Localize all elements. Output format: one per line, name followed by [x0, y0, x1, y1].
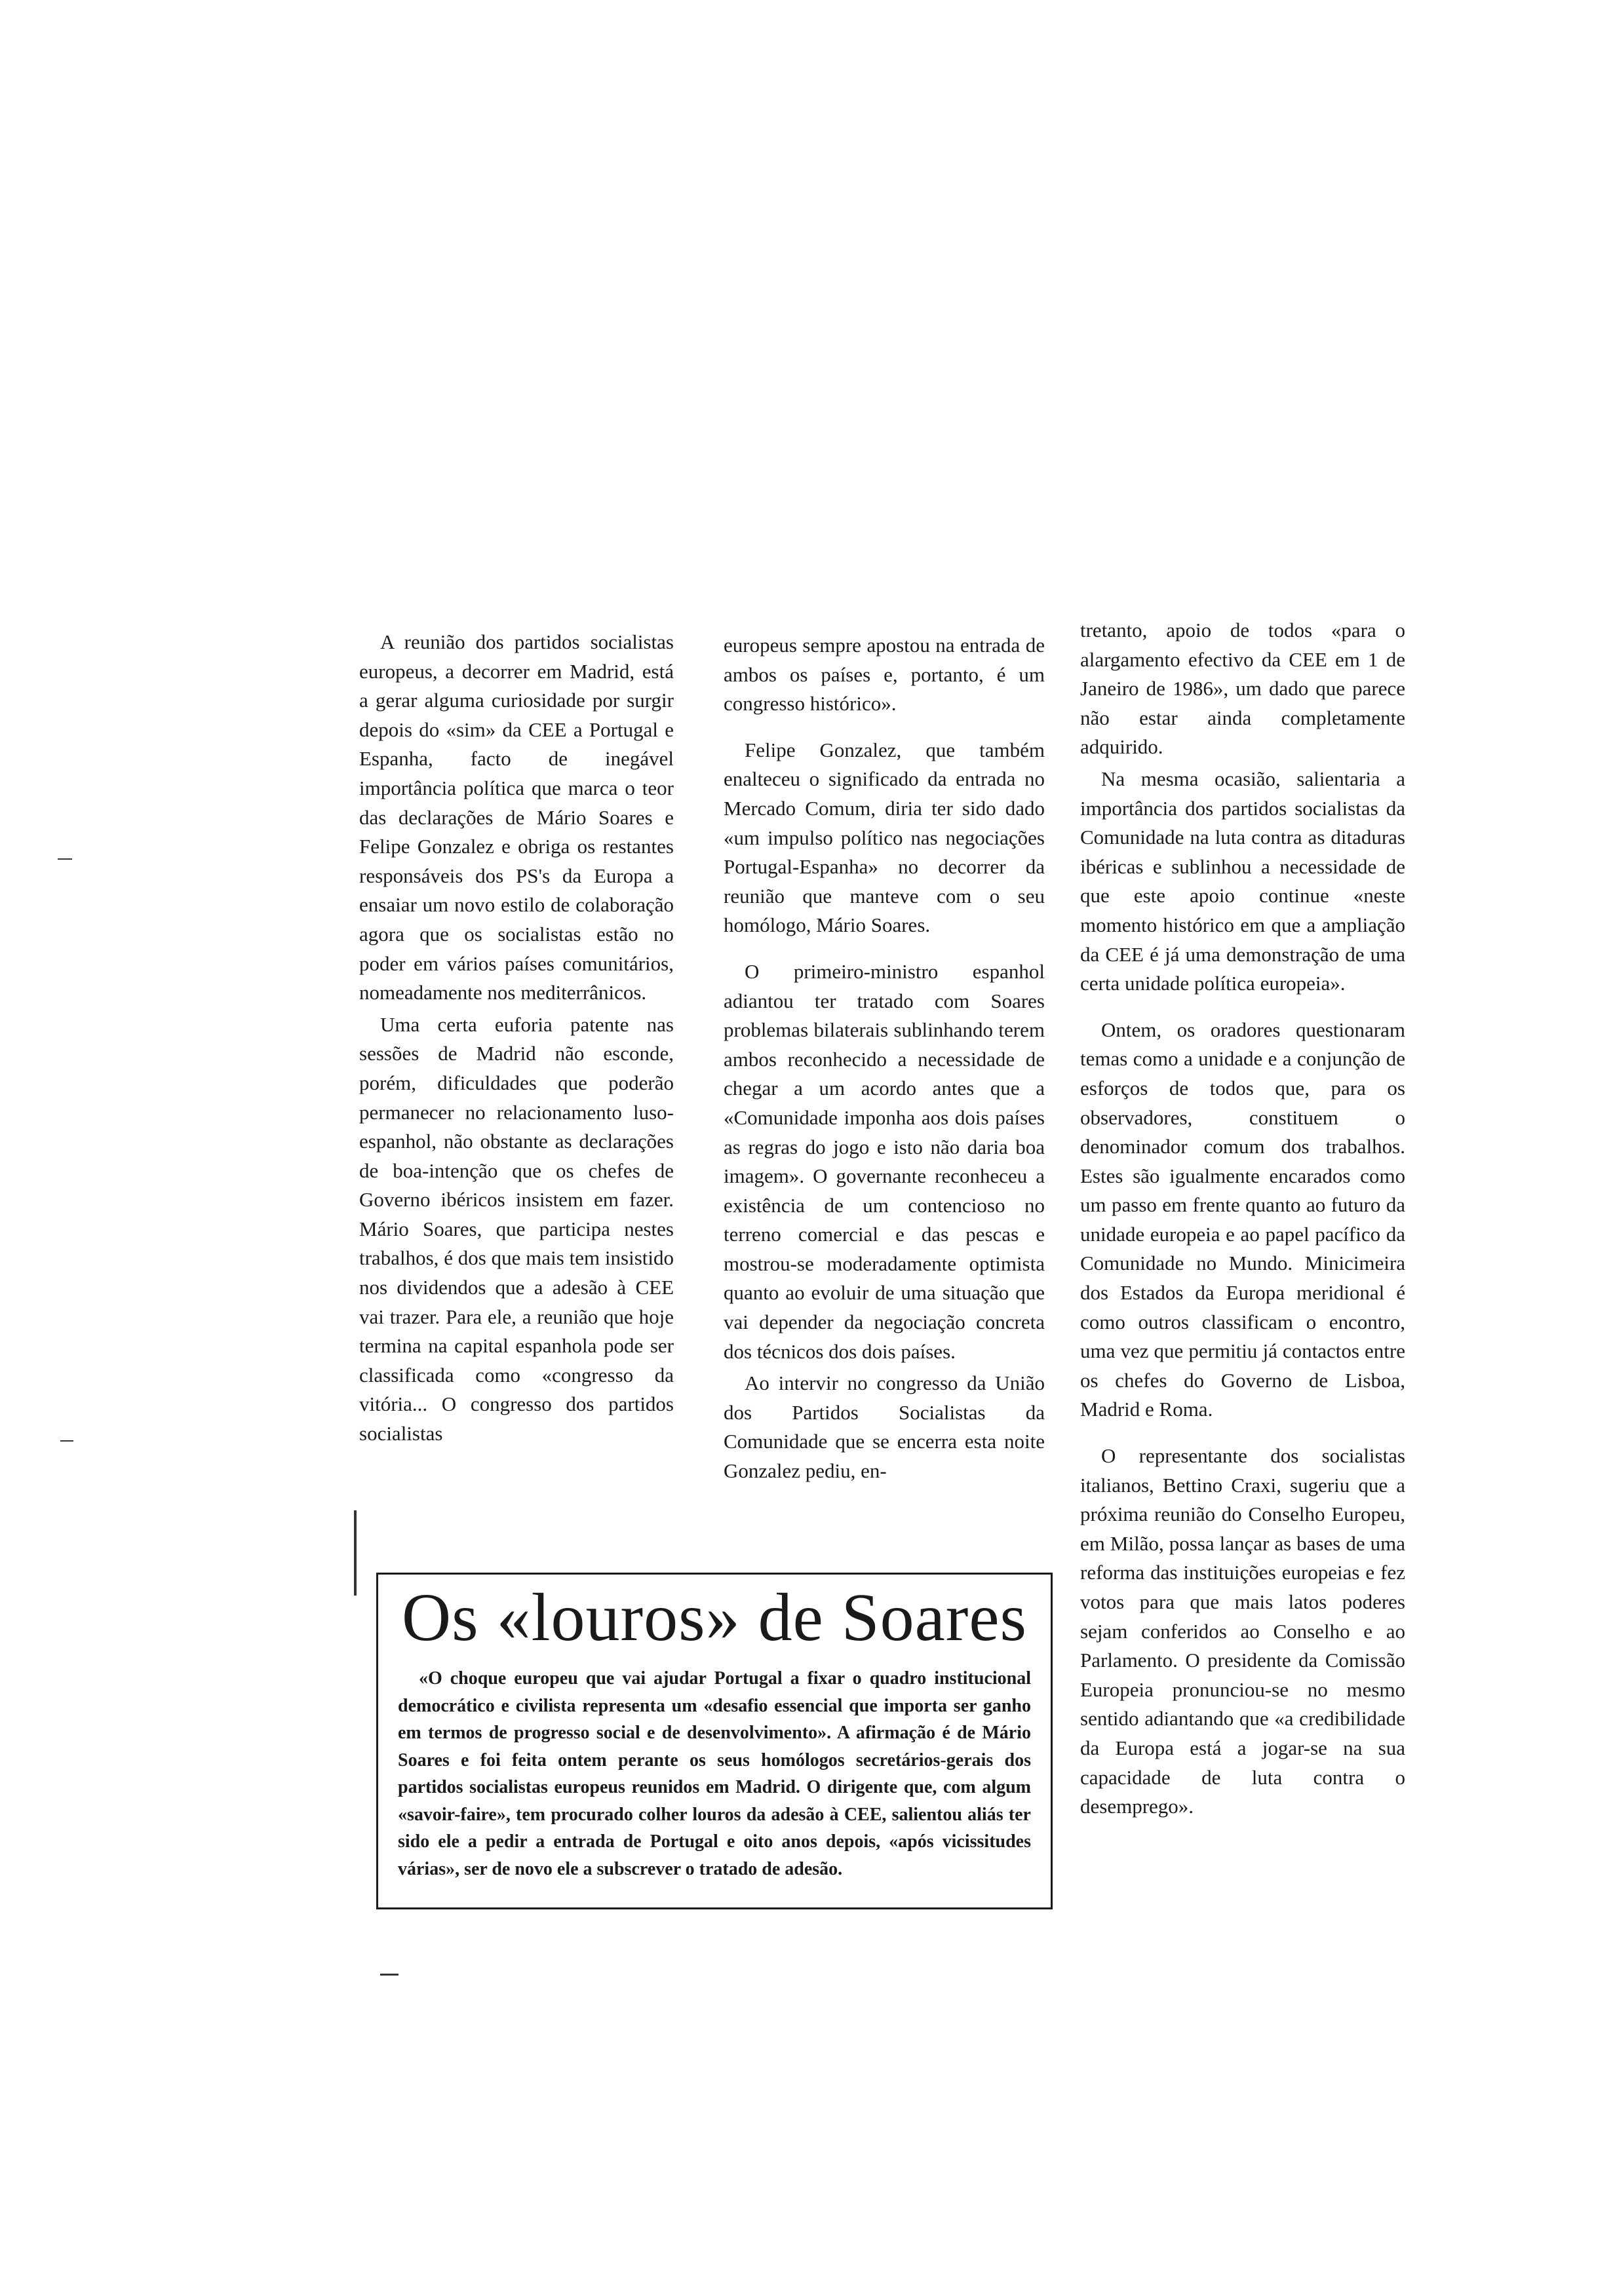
paragraph: O primeiro-ministro espanhol adiantou ter tratado com Soares problemas bilaterais sublinhando terem ambos reconhecido a necessidade de chegar a um acordo antes que a «Comunidade imponha aos dois países as regras do jogo e isto não daria boa imagem». O governante reconheceu a existência de um contencioso no terreno comercial e das pescas e mostrou-se moderadamente optimista quanto ao evoluir de uma situação que vai depender da negociação concreta dos técnicos dos dois países.: [724, 959, 1045, 1363]
headline: Os «louros» de Soares: [401, 1580, 1027, 1655]
article-column-3: [1080, 616, 1405, 1822]
scan-mark: [60, 1440, 73, 1442]
paragraph: O representante dos socialistas italianos, Bettino Craxi, sugeriu que a próxima reunião do Conselho Europeu, em Milão, possa lançar as bases de uma reforma das instituições europeias e fez votos para que mais latos poderes sejam conferidos ao Conselho e ao Parlamento. O presidente da Comissão Europeia pronunciou-se no mesmo sentido adiantando que «a credibilidade da Europa está a jogar-se na sua capacidade de luta contra o desemprego».: [1080, 1444, 1405, 1818]
scan-mark: [354, 1510, 357, 1596]
paragraph: Felipe Gonzalez, que também enalteceu o significado da entrada no Mercado Comum, diria ter sido dado «um impulso político nas negociações Portugal-Espanha» no decorrer da reunião que manteve com o seu homólogo, Mário Soares.: [724, 738, 1045, 937]
box-text: «O choque europeu que vai ajudar Portugal a fixar o quadro institucional democrático e civilista representa um «desafio essencial que importa ser ganho em termos de progresso social e de desenvolvimento». A afirmação é de Mário Soares e foi feita ontem perante os seus homólogos secretários-gerais dos partidos socialistas europeus reunidos em Madrid. O dirigente que, com algum «savoir-faire», tem procurado colher louros da adesão à CEE, salientou aliás ter sido ele a pedir a entrada de Portugal e oito anos depois, «após vicissitudes várias», ser de novo ele a subscrever o tratado de adesão.: [398, 1668, 1031, 1879]
article-column-2: [724, 631, 1045, 1486]
headline-box: [376, 1573, 1053, 1909]
scan-mark: [380, 1974, 399, 1976]
paragraph: tretanto, apoio de todos «para o alargamento efectivo da CEE em 1 de Janeiro de 1986», um dado que parece não estar ainda completamente adquirido.: [1080, 619, 1405, 759]
paragraph: A reunião dos partidos socialistas europeus, a decorrer em Madrid, está a gerar alguma curiosidade por surgir depois do «sim» da CEE a Portugal e Espanha, facto de inegável importância política que marca o teor das declarações de Mário Soares e Felipe Gonzalez e obriga os restantes responsáveis dos PS's da Europa a ensaiar um novo estilo de colaboração agora que os socialistas estão no poder em vários países comunitários, nomeadamente nos mediterrânicos.: [359, 630, 674, 1004]
scan-mark: [58, 858, 72, 860]
paragraph: Ao intervir no congresso da União dos Partidos Socialistas da Comunidade que se encerra esta noite Gonzalez pediu, en-: [724, 1371, 1045, 1483]
paragraph: Ontem, os oradores questionaram temas como a unidade e a conjunção de esforços de todos que, para os observadores, constituem o denominador comum dos trabalhos. Estes são igualmente encarados como um passo em frente quanto ao futuro da unidade europeia e ao papel pacífico da Comunidade no Mundo. Minicimeira dos Estados da Europa meridional é como outros classificam o encontro, uma vez que permitiu já contactos entre os chefes do Governo de Lisboa, Madrid e Roma.: [1080, 1018, 1405, 1421]
paragraph: Na mesma ocasião, salientaria a importância dos partidos socialistas da Comunidade na luta contra as ditaduras ibéricas e sublinhou a necessidade de que este apoio continue «neste momento histórico em que a ampliação da CEE é já uma demonstração de uma certa unidade política europeia».: [1080, 767, 1405, 995]
paragraph: Uma certa euforia patente nas sessões de Madrid não esconde, porém, dificuldades que poderão permanecer no relacionamento luso-espanhol, não obstante as declarações de boa-intenção que os chefes de Governo ibéricos insistem em fazer. Mário Soares, que participa nestes trabalhos, é dos que mais tem insistido nos dividendos que a adesão à CEE vai trazer. Para ele, a reunião que hoje termina na capital espanhola pode ser classificada como «congresso da vitória... O congresso dos partidos socialistas: [359, 1012, 674, 1445]
article-column-1: [359, 628, 674, 1449]
paragraph: europeus sempre apostou na entrada de ambos os países e, portanto, é um congresso histórico».: [724, 634, 1045, 716]
